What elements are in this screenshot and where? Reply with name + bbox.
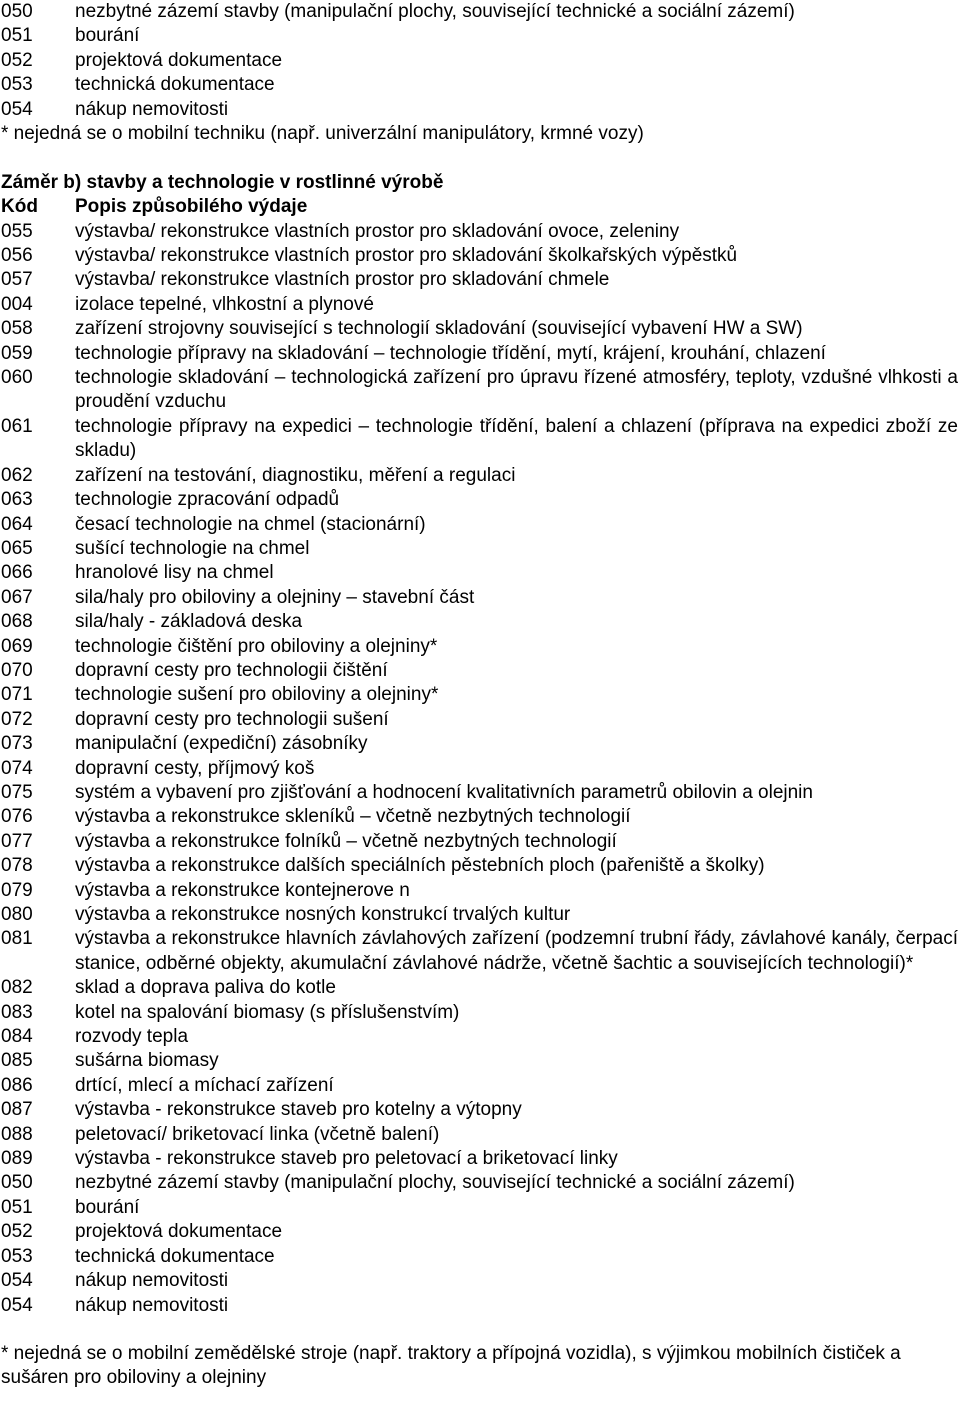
expense-row — [0, 73, 960, 97]
expense-code: 064 — [1, 513, 33, 535]
expense-row — [0, 488, 960, 512]
expense-row — [0, 683, 960, 707]
expense-row — [0, 49, 960, 73]
expense-code: 063 — [1, 489, 33, 511]
expense-row — [0, 854, 960, 878]
expense-code: 058 — [1, 318, 33, 340]
top-footnote: * nejedná se o mobilní techniku (např. univerzální manipulátory, krmné vozy) — [1, 123, 644, 145]
expense-code: 089 — [1, 1148, 33, 1170]
expense-description: výstavba a rekonstrukce nosných konstrukcí trvalých kultur — [75, 904, 571, 926]
expense-row — [0, 830, 960, 854]
expense-code: 059 — [1, 342, 33, 364]
expense-row — [0, 1147, 960, 1171]
expense-description: nákup nemovitosti — [75, 1294, 229, 1316]
expense-code: 069 — [1, 635, 33, 657]
expense-description: dopravní cesty pro technologii sušení — [75, 708, 389, 730]
expense-row — [0, 464, 960, 488]
expense-code: 084 — [1, 1026, 33, 1048]
expense-row — [0, 220, 960, 244]
expense-code: 070 — [1, 659, 33, 681]
expense-description: drtící, mlecí a míchací zařízení — [75, 1074, 334, 1096]
expense-description: nezbytné zázemí stavby (manipulační plochy, související technické a sociální zázemí) — [75, 1, 795, 22]
expense-description: česací technologie na chmel (stacionární) — [75, 513, 426, 535]
expense-description: technická dokumentace — [75, 74, 275, 96]
expense-description: projektová dokumentace — [75, 49, 283, 71]
expense-code: 062 — [1, 464, 33, 486]
expense-code: 061 — [1, 415, 33, 437]
expense-row — [0, 342, 960, 366]
expense-row — [0, 415, 960, 464]
expense-code: 050 — [1, 1, 33, 22]
expense-description: dopravní cesty pro technologii čištění — [75, 659, 388, 681]
expense-row — [0, 927, 960, 976]
expense-row — [0, 1245, 960, 1269]
expense-code: 076 — [1, 806, 33, 828]
expense-code: 051 — [1, 1196, 33, 1218]
expense-row — [0, 1269, 960, 1293]
expense-description: výstavba a rekonstrukce dalších speciálních pěstebních ploch (pařeniště a školky) — [75, 855, 765, 877]
expense-code: 081 — [1, 928, 33, 950]
expense-row — [0, 317, 960, 341]
expense-description: sila/haly - základová deska — [75, 611, 303, 633]
expense-row — [0, 1074, 960, 1098]
expense-row — [0, 1049, 960, 1073]
expense-description: nákup nemovitosti — [75, 1270, 229, 1292]
expense-row — [0, 1001, 960, 1025]
expense-code: 074 — [1, 757, 33, 779]
expense-description: kotel na spalování biomasy (s příslušenstvím) — [75, 1001, 460, 1023]
expense-row — [0, 1025, 960, 1049]
expense-row — [0, 244, 960, 268]
expense-code: 072 — [1, 708, 33, 730]
expense-row — [0, 732, 960, 756]
expense-row — [0, 24, 960, 48]
expense-code: 078 — [1, 855, 33, 877]
expense-row — [0, 879, 960, 903]
expense-code: 054 — [1, 98, 33, 120]
expense-code: 071 — [1, 684, 33, 706]
expense-description: výstavba a rekonstrukce hlavních závlahových zařízení (podzemní trubní řády, závlahové kanály, čerpací stanice, odběrné objekty, akumulační závlahové nádrže, včetně šachtic a souvisejících technologií)* — [75, 928, 958, 974]
expense-row — [0, 903, 960, 927]
expense-code: 088 — [1, 1123, 33, 1145]
expense-code: 082 — [1, 977, 33, 999]
expense-row — [0, 537, 960, 561]
expense-code: 055 — [1, 220, 33, 242]
expense-description: technologie sušení pro obiloviny a olejniny* — [75, 684, 439, 706]
expense-row — [0, 610, 960, 634]
expense-row — [0, 561, 960, 585]
spacer — [0, 1318, 960, 1342]
expense-code: 077 — [1, 830, 33, 852]
expense-description: peletovací/ briketovací linka (včetně balení) — [75, 1123, 440, 1145]
expense-code: 053 — [1, 74, 33, 96]
expense-description: technologie přípravy na expedici – technologie třídění, balení a chlazení (příprava na expedici zboží ze skladu) — [75, 415, 958, 462]
expense-description: výstavba - rekonstrukce staveb pro kotelny a výtopny — [75, 1099, 522, 1121]
expense-description: hranolové lisy na chmel — [75, 562, 274, 584]
expense-description: sila/haly pro obiloviny a olejniny – stavební část — [75, 586, 475, 608]
expense-row — [0, 98, 960, 122]
column-header-description: Popis způsobilého výdaje — [75, 196, 308, 218]
expense-row — [0, 513, 960, 537]
expense-code: 051 — [1, 25, 33, 47]
expense-code: 083 — [1, 1001, 33, 1023]
expense-description: izolace tepelné, vlhkostní a plynové — [75, 293, 374, 315]
expense-description: technologie přípravy na skladování – technologie třídění, mytí, krájení, krouhání, chlazení — [75, 342, 826, 364]
expense-description: nákup nemovitosti — [75, 98, 229, 120]
expense-description: technologie zpracování odpadů — [75, 489, 340, 511]
expense-code: 085 — [1, 1050, 33, 1072]
expense-row — [0, 1294, 960, 1318]
expense-description: zařízení strojovny související s technologií skladování (související vybavení HW a SW) — [75, 318, 803, 340]
expense-row — [0, 757, 960, 781]
expense-description: rozvody tepla — [75, 1026, 189, 1048]
expense-description: projektová dokumentace — [75, 1221, 283, 1243]
expense-code: 054 — [1, 1294, 33, 1316]
expense-description: výstavba a rekonstrukce kontejnerove n — [75, 879, 410, 901]
expense-code: 054 — [1, 1270, 33, 1292]
expense-code: 053 — [1, 1245, 33, 1267]
expense-description: nezbytné zázemí stavby (manipulační plochy, související technické a sociální zázemí) — [75, 1172, 795, 1194]
expense-code: 087 — [1, 1099, 33, 1121]
expense-description: technologie skladování – technologická zařízení pro úpravu řízené atmosféry, teploty, vzdušné vlhkosti a proudění vzduchu — [75, 367, 958, 413]
expense-description: výstavba a rekonstrukce skleníků – včetně nezbytných technologií — [75, 806, 631, 828]
expense-row — [0, 1196, 960, 1220]
expense-code: 073 — [1, 733, 33, 755]
expense-code: 080 — [1, 904, 33, 926]
expense-description: zařízení na testování, diagnostiku, měření a regulaci — [75, 464, 516, 486]
expense-row — [0, 708, 960, 732]
expense-row — [0, 1171, 960, 1195]
expense-description: technologie čištění pro obiloviny a olejniny* — [75, 635, 438, 657]
expense-row — [0, 1098, 960, 1122]
section-title: Záměr b) stavby a technologie v rostlinné výrobě — [1, 171, 444, 193]
expense-description: sklad a doprava paliva do kotle — [75, 977, 336, 999]
expense-description: sušárna biomasy — [75, 1050, 219, 1072]
expense-row — [0, 293, 960, 317]
expense-description: manipulační (expediční) zásobníky — [75, 733, 368, 755]
expense-code: 050 — [1, 1172, 33, 1194]
spacer — [0, 146, 960, 170]
top-list — [0, 0, 960, 122]
expense-description: výstavba/ rekonstrukce vlastních prostor pro skladování ovoce, zeleniny — [75, 220, 680, 242]
expense-code: 004 — [1, 293, 33, 315]
expense-code: 060 — [1, 367, 33, 389]
expense-row — [0, 1123, 960, 1147]
expense-list — [0, 220, 960, 1318]
column-header-code: Kód — [1, 196, 38, 218]
expense-description: výstavba - rekonstrukce staveb pro peletovací a briketovací linky — [75, 1148, 618, 1170]
expense-row — [0, 366, 960, 415]
expense-code: 086 — [1, 1074, 33, 1096]
expense-row — [0, 268, 960, 292]
expense-code: 057 — [1, 269, 33, 291]
expense-description: systém a vybavení pro zjišťování a hodnocení kvalitativních parametrů obilovin a olejnin — [75, 781, 813, 803]
expense-row — [0, 659, 960, 683]
expense-row — [0, 976, 960, 1000]
expense-code: 079 — [1, 879, 33, 901]
expense-description: bourání — [75, 1196, 140, 1218]
expense-code: 066 — [1, 562, 33, 584]
expense-description: technická dokumentace — [75, 1245, 275, 1267]
expense-code: 052 — [1, 49, 33, 71]
expense-row — [0, 781, 960, 805]
expense-code: 065 — [1, 537, 33, 559]
column-header-row — [0, 195, 960, 219]
expense-description: bourání — [75, 25, 140, 47]
expense-row — [0, 0, 960, 24]
expense-description: výstavba a rekonstrukce folníků – včetně nezbytných technologií — [75, 830, 617, 852]
expense-description: výstavba/ rekonstrukce vlastních prostor pro skladování chmele — [75, 269, 610, 291]
expense-code: 068 — [1, 611, 33, 633]
expense-code: 052 — [1, 1221, 33, 1243]
expense-description: výstavba/ rekonstrukce vlastních prostor pro skladování školkařských výpěstků — [75, 245, 738, 267]
bottom-footnote: * nejedná se o mobilní zemědělské stroje (např. traktory a přípojná vozidla), s výjimkou mobilních čističek a sušáren pro obiloviny a olejniny — [1, 1342, 901, 1389]
expense-description: sušící technologie na chmel — [75, 537, 310, 559]
expense-description: dopravní cesty, příjmový koš — [75, 757, 315, 779]
expense-row — [0, 635, 960, 659]
expense-row — [0, 586, 960, 610]
expense-row — [0, 805, 960, 829]
expense-row — [0, 1220, 960, 1244]
expense-code: 075 — [1, 781, 33, 803]
expense-code: 056 — [1, 245, 33, 267]
expense-code: 067 — [1, 586, 33, 608]
